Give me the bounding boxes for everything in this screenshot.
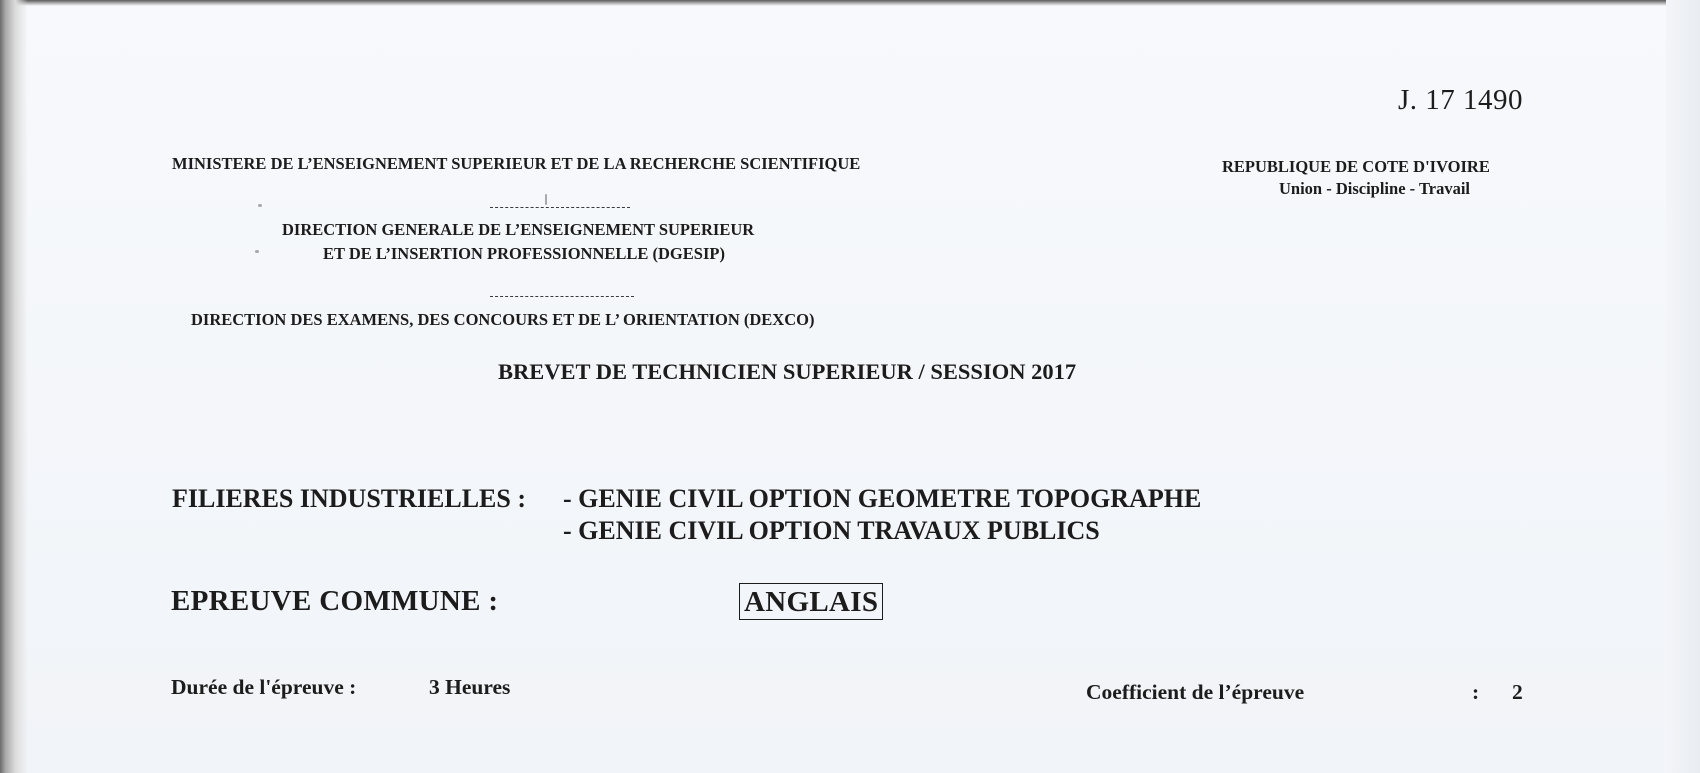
subject-box: ANGLAIS [739, 583, 883, 620]
duration-label: Durée de l'épreuve : [171, 675, 357, 699]
separator-1 [490, 207, 630, 208]
republic-name: REPUBLIQUE DE COTE D'IVOIRE [1222, 157, 1490, 176]
dgesip-line-2: ET DE L’INSERTION PROFESSIONNELLE (DGESIP) [323, 244, 725, 263]
filiere-option-1: - GENIE CIVIL OPTION GEOMETRE TOPOGRAPHE [563, 484, 1202, 513]
scan-edge-top [0, 0, 1700, 6]
filieres-label: FILIERES INDUSTRIELLES : [172, 484, 527, 513]
ministry-name: MINISTERE DE L’ENSEIGNEMENT SUPERIEUR ET DE LA RECHERCHE SCIENTIFIQUE [172, 154, 861, 173]
scan-speck [545, 194, 547, 205]
filiere-option-2: - GENIE CIVIL OPTION TRAVAUX PUBLICS [563, 516, 1100, 545]
coefficient-value: 2 [1512, 680, 1523, 704]
separator-2 [490, 296, 634, 297]
coefficient-separator: : [1472, 680, 1480, 704]
dgesip-line-1: DIRECTION GENERALE DE L’ENSEIGNEMENT SUPERIEUR [282, 220, 755, 239]
republic-motto: Union - Discipline - Travail [1279, 179, 1470, 198]
epreuve-label: EPREUVE COMMUNE : [171, 585, 499, 617]
exam-session-title: BREVET DE TECHNICIEN SUPERIEUR / SESSION 2017 [498, 359, 1077, 384]
scan-speck [255, 250, 259, 253]
scan-edge-right [1666, 0, 1700, 773]
scan-speck [258, 204, 262, 207]
coefficient-label: Coefficient de l’épreuve [1086, 680, 1305, 704]
duration-value: 3 Heures [429, 675, 511, 699]
dexco-name: DIRECTION DES EXAMENS, DES CONCOURS ET DE L’ ORIENTATION (DEXCO) [191, 310, 815, 329]
reference-number: J. 17 1490 [1398, 84, 1524, 116]
scan-edge-left [0, 0, 28, 773]
